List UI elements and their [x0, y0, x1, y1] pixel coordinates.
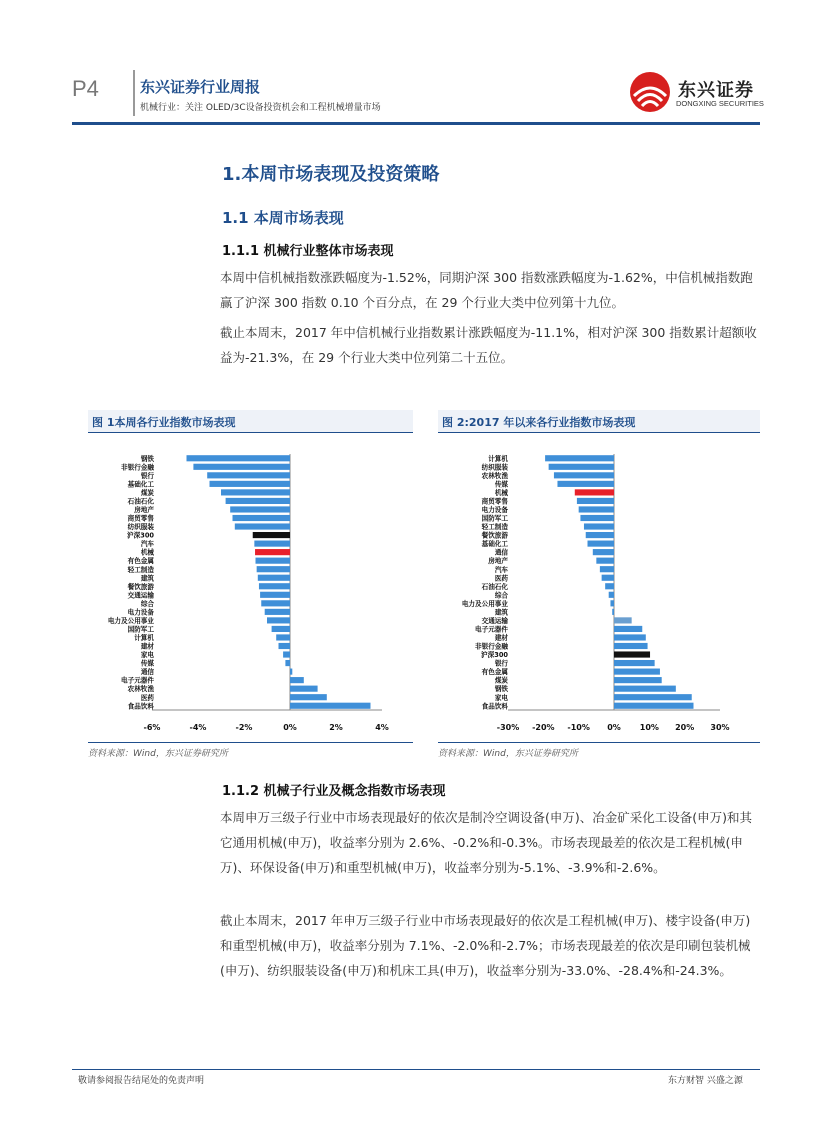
- fig2-category-label: 钢铁: [494, 685, 508, 694]
- figure-1-chart: [88, 440, 413, 740]
- section-heading-1-1-1: 1.1.1 机械行业整体市场表现: [222, 244, 394, 259]
- figure-1-bottom-rule: [88, 742, 413, 743]
- fig2-category-label: 有色金属: [481, 668, 508, 677]
- paragraph-ytd-performance: 截止本周末，2017 年中信机械行业指数累计涨跌幅度为-11.1%，相对沪深 300 指数累计超额收益为-21.3%，在 29 个行业大类中位列第二十五位。: [220, 325, 757, 365]
- fig1-category-label: 通信: [140, 668, 154, 677]
- section-heading-1-1: 1.1 本周市场表现: [222, 209, 344, 227]
- fig1-category-label: 电力及公用事业: [107, 616, 154, 625]
- figure-1-source: 资料来源：Wind，东兴证券研究所: [88, 749, 228, 759]
- fig2-category-label: 国防军工: [481, 514, 508, 523]
- fig2-bar: [577, 498, 614, 504]
- fig1-bar: [261, 600, 290, 606]
- fig1-category-label: 商贸零售: [127, 514, 154, 523]
- fig1-category-label: 医药: [140, 693, 154, 702]
- fig1-bar: [233, 515, 291, 521]
- page-number: P4: [72, 76, 99, 101]
- fig1-tick-label: 4%: [375, 723, 389, 732]
- fig1-category-label: 交通运输: [127, 591, 154, 600]
- fig2-tick-label: 0%: [607, 723, 621, 732]
- fig2-category-label: 房地产: [488, 557, 508, 566]
- fig1-category-label: 建筑: [140, 574, 154, 583]
- fig2-bar: [545, 455, 614, 461]
- fig2-bar: [588, 541, 615, 547]
- fig2-category-label: 餐饮旅游: [481, 531, 508, 540]
- fig2-category-label: 计算机: [488, 454, 508, 463]
- fig2-category-label: 传媒: [494, 480, 508, 489]
- header-divider: [133, 70, 135, 116]
- fig2-bar: [614, 677, 662, 683]
- fig2-bar: [614, 686, 676, 692]
- fig2-bar: [554, 472, 614, 478]
- paragraph-subsector-ytd: 截止本周末，2017 年申万三级子行业中市场表现最好的依次是工程机械(申万)、楼宇设备(申万)和重型机械(申万)，收益率分别为 7.1%、-2.0%和-2.7%；市场表现最差的依次是印刷包装机械(申万)、纺织服装设备(申万)和机床工具(申万)，收益率分别为-33.0%、-28.4%和-24.3%。: [220, 913, 751, 978]
- fig1-category-label: 电子元器件: [121, 676, 154, 685]
- header-rule: [72, 122, 760, 125]
- fig2-category-label: 银行: [494, 659, 508, 668]
- fig2-category-label: 家电: [494, 693, 508, 702]
- section-heading-1: 1.本周市场表现及投资策略: [222, 164, 440, 185]
- fig1-bar: [290, 669, 292, 675]
- fig1-bar: [290, 694, 327, 700]
- fig2-category-label: 医药: [494, 574, 508, 583]
- fig2-tick-label: -20%: [532, 723, 555, 732]
- fig2-bar: [614, 643, 648, 649]
- fig1-bar: [257, 566, 290, 572]
- fig2-category-label: 非银行金融: [475, 642, 508, 651]
- fig2-category-label: 纺织服装: [481, 463, 508, 472]
- fig2-bar: [614, 617, 632, 623]
- fig2-category-label: 交通运输: [481, 616, 508, 625]
- fig1-category-label: 综合: [140, 599, 154, 608]
- fig2-bar: [596, 558, 614, 564]
- fig1-category-label: 计算机: [134, 634, 154, 643]
- fig1-category-label: 纺织服装: [127, 523, 154, 532]
- fig2-tick-label: 20%: [675, 723, 695, 732]
- fig1-tick-label: -6%: [143, 723, 161, 732]
- fig1-bar: [267, 617, 290, 623]
- fig1-category-label: 机械: [140, 548, 154, 557]
- footer-rule: [72, 1069, 760, 1070]
- fig1-bar: [265, 609, 290, 615]
- fig1-category-label: 建材: [140, 642, 154, 651]
- fig2-tick-label: 30%: [710, 723, 730, 732]
- fig1-category-label: 传媒: [140, 659, 154, 668]
- logo-text-cn: 东兴证券: [678, 80, 754, 101]
- fig2-bar: [612, 609, 614, 615]
- fig1-category-label: 钢铁: [140, 454, 154, 463]
- figure-2-chart: [438, 440, 760, 740]
- fig1-category-label: 非银行金融: [121, 463, 154, 472]
- section-heading-1-1-2: 1.1.2 机械子行业及概念指数市场表现: [222, 784, 446, 799]
- fig1-tick-label: -2%: [235, 723, 253, 732]
- fig2-bar: [614, 651, 650, 657]
- fig2-category-label: 汽车: [494, 565, 508, 574]
- fig1-bar: [279, 643, 291, 649]
- fig1-category-label: 汽车: [140, 540, 154, 549]
- fig2-category-label: 基础化工: [481, 540, 508, 549]
- fig2-bar: [579, 506, 614, 512]
- fig1-tick-label: -4%: [189, 723, 207, 732]
- fig1-category-label: 房地产: [134, 506, 154, 515]
- fig1-category-label: 基础化工: [127, 480, 154, 489]
- fig2-tick-label: -30%: [496, 723, 520, 732]
- fig2-category-label: 建材: [494, 634, 508, 643]
- fig2-bar: [614, 626, 642, 632]
- paragraph-weekly-performance: 本周中信机械指数涨跌幅度为-1.52%，同期沪深 300 指数涨跌幅度为-1.62%，中信机械指数跑赢了沪深 300 指数 0.10 个百分点，在 29 个行业大类中位列第十九位。: [220, 270, 753, 310]
- fig2-bar: [600, 566, 614, 572]
- fig2-bar: [614, 694, 692, 700]
- figure-2-source: 资料来源：Wind，东兴证券研究所: [438, 749, 578, 759]
- fig2-bar: [575, 489, 614, 495]
- fig1-category-label: 国防军工: [127, 625, 154, 634]
- footer-disclaimer: 敬请参阅报告结尾处的免责声明: [78, 1076, 205, 1086]
- fig2-bar: [557, 481, 614, 487]
- footer-slogan: 东方财智 兴盛之源: [668, 1076, 743, 1086]
- fig2-category-label: 轻工制造: [481, 523, 508, 532]
- fig2-category-label: 食品饮料: [481, 702, 508, 711]
- fig2-bar: [614, 634, 646, 640]
- fig2-category-label: 电力及公用事业: [461, 599, 508, 608]
- fig1-tick-label: 0%: [283, 723, 297, 732]
- fig2-bar: [586, 532, 614, 538]
- fig1-category-label: 食品饮料: [127, 702, 154, 711]
- fig2-category-label: 沪深300: [481, 651, 508, 660]
- fig1-bar: [283, 651, 290, 657]
- fig1-category-label: 家电: [140, 651, 154, 660]
- fig1-category-label: 沪深300: [127, 531, 154, 540]
- fig1-category-label: 轻工制造: [127, 565, 154, 574]
- fig1-category-label: 煤炭: [140, 488, 154, 497]
- fig1-bar: [221, 489, 290, 495]
- fig2-bar: [614, 703, 694, 709]
- fig2-bar: [614, 660, 655, 666]
- fig1-category-label: 有色金属: [127, 557, 154, 566]
- fig2-category-label: 电子元器件: [475, 625, 508, 634]
- fig1-category-label: 电力设备: [127, 608, 154, 617]
- fig2-bar: [580, 515, 614, 521]
- fig2-bar: [593, 549, 614, 555]
- fig1-bar: [255, 549, 290, 555]
- fig2-category-label: 机械: [494, 488, 508, 497]
- fig1-bar: [253, 532, 290, 538]
- fig2-bar: [610, 600, 614, 606]
- figure-1-title: 图 1本周各行业指数市场表现: [92, 416, 236, 429]
- fig1-bar: [207, 472, 290, 478]
- fig2-category-label: 石油石化: [481, 582, 508, 591]
- fig2-bar: [605, 583, 614, 589]
- fig2-bar: [584, 523, 614, 529]
- figure-2-title: 图 2:2017 年以来各行业指数市场表现: [442, 416, 636, 429]
- fig1-bar: [256, 558, 291, 564]
- fig2-bar: [609, 592, 614, 598]
- fig2-tick-label: 10%: [639, 723, 659, 732]
- fig2-bar: [549, 464, 614, 470]
- fig2-category-label: 通信: [494, 548, 508, 557]
- fig1-bar: [193, 464, 290, 470]
- fig2-bar: [614, 669, 660, 675]
- fig1-bar: [272, 626, 290, 632]
- logo-text-en: DONGXING SECURITIES: [676, 99, 764, 108]
- fig1-bar: [290, 677, 304, 683]
- fig1-bar: [187, 455, 291, 461]
- fig1-bar: [285, 660, 290, 666]
- fig1-bar: [235, 523, 290, 529]
- fig1-category-label: 餐饮旅游: [127, 582, 154, 591]
- paragraph-subsector-weekly: 本周申万三级子行业中市场表现最好的依次是制冷空调设备(申万)、冶金矿采化工设备(申万)和其它通用机械(申万)，收益率分别为 2.6%、-0.2%和-0.3%。市场表现最差的依次是工程机械(申万)、环保设备(申万)和重型机械(申万)，收益率分别为-5.1%、-3.9%和-2.6%。: [220, 810, 753, 875]
- report-subtitle: 机械行业：关注 OLED/3C设备投资机会和工程机械增量市场: [140, 103, 381, 113]
- fig1-bar: [259, 583, 290, 589]
- figure-2-title-bar: [438, 410, 760, 433]
- figure-2-bottom-rule: [438, 742, 760, 743]
- fig1-bar: [290, 703, 371, 709]
- fig2-category-label: 综合: [494, 591, 508, 600]
- fig2-category-label: 农林牧渔: [481, 471, 508, 480]
- fig1-bar: [276, 634, 290, 640]
- dongxing-logo-icon: [628, 70, 676, 114]
- fig2-bar: [602, 575, 614, 581]
- fig1-bar: [260, 592, 290, 598]
- fig1-bar: [226, 498, 290, 504]
- fig1-bar: [290, 686, 318, 692]
- fig2-category-label: 电力设备: [481, 506, 508, 515]
- fig1-category-label: 石油石化: [127, 497, 154, 506]
- fig1-tick-label: 2%: [329, 723, 343, 732]
- fig1-category-label: 银行: [140, 471, 154, 480]
- fig1-bar: [258, 575, 290, 581]
- fig2-tick-label: -10%: [567, 723, 590, 732]
- fig1-bar: [210, 481, 291, 487]
- fig1-bar: [230, 506, 290, 512]
- fig2-category-label: 商贸零售: [481, 497, 508, 506]
- figure-1-title-bar: [88, 410, 413, 433]
- fig1-category-label: 农林牧渔: [127, 685, 154, 694]
- fig1-bar: [254, 541, 290, 547]
- report-title: 东兴证券行业周报: [140, 78, 261, 96]
- fig2-category-label: 建筑: [494, 608, 508, 617]
- fig2-category-label: 煤炭: [494, 676, 508, 685]
